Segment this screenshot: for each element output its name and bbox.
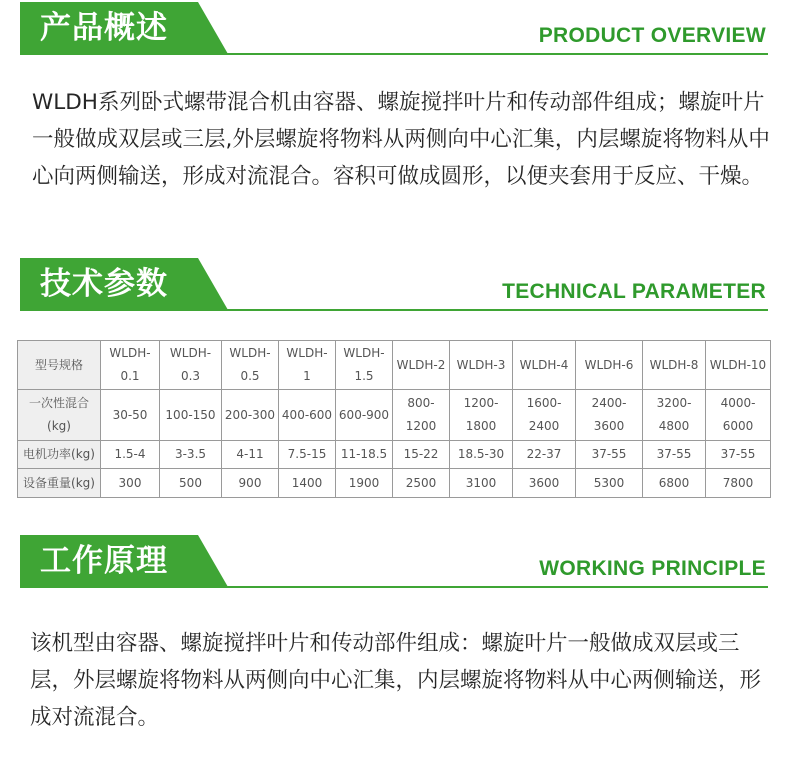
cell-value: 3-3.5 [174,447,207,461]
cell-line-1: 1600- [526,396,562,410]
table-cell [393,390,450,441]
cell-value: 300 [118,475,142,490]
parameter-table [17,340,771,498]
cell-value: 37-55 [591,447,627,461]
table-cell [336,390,393,441]
cell-line-1: 3200- [656,396,692,410]
table-cell [643,390,706,441]
table-cell [279,390,336,441]
cell-value: 1.5-4 [114,447,146,461]
model-cell [706,341,771,390]
model-line-1: WLDH-3 [456,357,506,372]
cell-line-2: 1800 [465,419,497,433]
table-cell [513,469,576,498]
table-cell [222,390,279,441]
row-label-cell [18,441,101,469]
table-row [18,469,771,498]
model-line-2: 1.5 [354,369,374,383]
model-line-1: WLDH- [286,346,328,360]
table-cell [513,441,576,469]
model-cell [279,341,336,390]
table-cell [706,441,771,469]
cell-line-1: 30-50 [112,407,148,422]
overview-divider [20,53,768,55]
cell-value: 900 [238,475,262,490]
row-label-cell [18,469,101,498]
model-line-2: 1 [303,369,311,383]
model-cell [576,341,643,390]
cell-value: 3100 [465,475,497,490]
cell-line-2: 4800 [658,419,690,433]
overview-title-en: PRODUCT OVERVIEW [538,24,766,47]
table-row [18,341,771,390]
table-cell [450,441,513,469]
table-cell [279,441,336,469]
table-cell [576,469,643,498]
row-label-line-2: (kg) [47,419,71,433]
technical-title-cn: 技术参数 [40,266,168,302]
model-cell [450,341,513,390]
cell-value: 18.5-30 [457,447,505,461]
table-cell [706,469,771,498]
working-title-en: WORKING PRINCIPLE [539,557,766,580]
technical-title-en: TECHNICAL PARAMETER [502,280,766,303]
cell-value: 22-37 [526,447,562,461]
cell-value: 4-11 [236,447,264,461]
cell-value: 37-55 [656,447,692,461]
working-title-cn: 工作原理 [40,543,168,579]
cell-value: 500 [179,475,202,490]
table-cell [576,390,643,441]
model-line-1: WLDH- [343,346,385,360]
table-cell [222,469,279,498]
cell-line-1: 400-600 [281,407,333,422]
model-line-2: 0.1 [120,369,140,383]
table-cell [336,441,393,469]
model-line-1: WLDH-8 [649,357,699,372]
table-cell [643,469,706,498]
model-cell [336,341,393,390]
cell-value: 37-55 [720,447,756,461]
model-cell [222,341,279,390]
technical-header [0,258,790,314]
cell-value: 6800 [658,475,690,490]
cell-value: 11-18.5 [340,447,388,461]
table-cell [706,390,771,441]
cell-line-2: 2400 [528,419,560,433]
cell-line-2: 3600 [593,419,625,433]
cell-line-1: 2400- [591,396,627,410]
model-cell [101,341,160,390]
model-line-1: WLDH- [109,346,151,360]
model-cell [160,341,222,390]
model-cell [513,341,576,390]
overview-title-cn: 产品概述 [40,10,168,46]
cell-line-2: 1200 [405,419,437,433]
table-cell [160,469,222,498]
table-cell [336,469,393,498]
model-cell [643,341,706,390]
row-label-line-1: 电机功率(kg) [23,447,95,461]
cell-value: 1900 [348,475,380,490]
cell-line-1: 1200- [463,396,499,410]
table-cell [513,390,576,441]
cell-value: 3600 [528,475,560,490]
cell-line-1: 800- [407,396,435,410]
cell-value: 1400 [291,475,323,490]
table-cell [101,469,160,498]
table-cell [222,441,279,469]
cell-value: 15-22 [403,447,439,461]
model-cell [393,341,450,390]
table-cell [450,469,513,498]
working-paragraph: 该机型由容器、螺旋搅拌叶片和传动部件组成：螺旋叶片一般做成双层或三层，外层螺旋将物料从两侧向中心汇集，内层螺旋将物料从中心两侧输送，形成对流混合。 [30,631,762,730]
cell-line-2: 6000 [722,419,754,433]
cell-line-1: 100-150 [165,407,216,422]
table-cell [643,441,706,469]
table-row [18,441,771,469]
table-cell [101,390,160,441]
table-cell [160,390,222,441]
cell-line-1: 4000- [720,396,756,410]
overview-paragraph: WLDH系列卧式螺带混合机由容器、螺旋搅拌叶片和传动部件组成；螺旋叶片一般做成双层或三层,外层螺旋将物料从两侧向中心汇集，内层螺旋将物料从中心向两侧输送，形成对流混合。容积可做成圆形，以便夹套用于反应、干燥。 [32,90,770,189]
model-line-1: WLDH- [169,346,212,360]
table-cell [393,469,450,498]
table-cell [450,390,513,441]
overview-header [0,2,790,58]
model-line-1: WLDH-6 [584,357,634,372]
row-label-cell [18,390,101,441]
cell-value: 2500 [405,475,437,490]
table-cell [160,441,222,469]
row-label-line-1: 一次性混合 [28,396,89,410]
cell-line-1: 600-900 [338,407,390,422]
technical-divider [20,309,768,311]
cell-value: 5300 [593,475,625,490]
row-label-line-1: 设备重量(kg) [23,475,95,490]
model-line-1: WLDH- [229,346,271,360]
model-line-1: WLDH-4 [519,357,569,372]
table-header-label [18,341,101,390]
table-cell [393,441,450,469]
table-cell [101,441,160,469]
table-row [18,390,771,441]
table-cell [576,441,643,469]
table-header-label-text: 型号规格 [34,357,83,372]
model-line-2: 0.3 [180,369,201,383]
cell-value: 7.5-15 [287,447,327,461]
working-divider [20,586,768,588]
model-line-2: 0.5 [240,369,260,383]
cell-value: 7800 [722,475,754,490]
cell-line-1: 200-300 [224,407,276,422]
working-header [0,535,790,591]
model-line-1: WLDH-10 [709,357,767,372]
model-line-1: WLDH-2 [396,357,446,372]
table-cell [279,469,336,498]
